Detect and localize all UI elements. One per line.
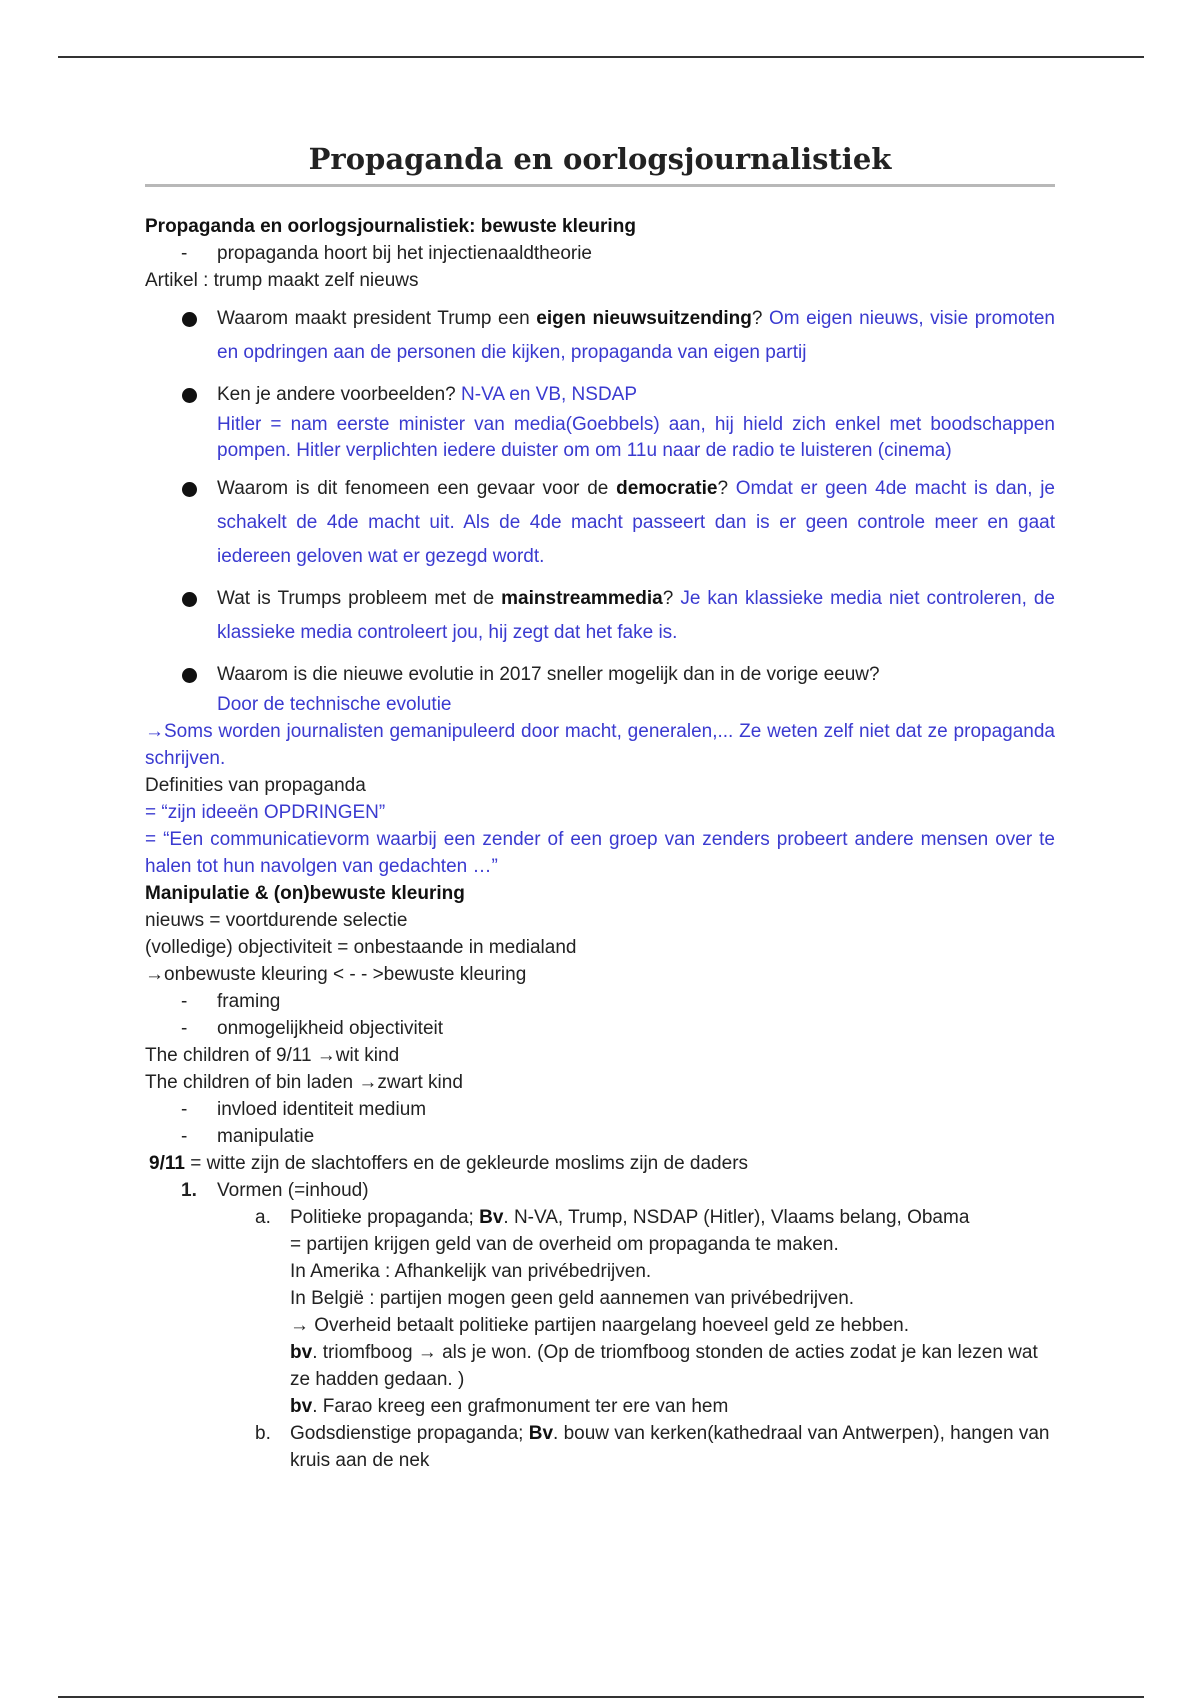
numbered-item-vormen: 1. Vormen (=inhoud) [181, 1180, 369, 1201]
definition-2: = “Een communicatievorm waarbij een zender of een groep van zenders probeert andere mensen over te halen tot hun navolgen van gedachten …” [145, 829, 1055, 877]
example-line: bv. Farao kreeg een grafmonument ter ere van hem [290, 1396, 729, 1417]
question-item: Waarom is dit fenomeen een gevaar voor de democratie? Omdat er geen 4de macht is dan, je schakelt de 4de macht uit. Als de 4de macht passeert dan is er geen controle meer en gaat iedereen geloven wat er gezegd wordt. [145, 472, 1055, 574]
title-underline [145, 184, 1055, 187]
section-heading: Propaganda en oorlogsjournalistiek: bewuste kleuring [145, 216, 636, 237]
bullet-icon [182, 312, 197, 327]
sub-item-line: → Overheid betaalt politieke partijen naargelang hoeveel geld ze hebben. [290, 1315, 909, 1336]
sub-item-political: a. Politieke propaganda; Bv. N-VA, Trump, NSDAP (Hitler), Vlaams belang, Obama = partijen krijgen geld van de overheid om propaganda te maken. In Amerika : Afhankelijk van privébedrijven. In België : partijen mogen geen geld aannemen van privébedrijven. → Overheid betaalt politieke partijen naargelang hoeveel geld ze hebben. bv. triomfboog → als je won. (Op de triomfboog stonden de acties zodat je kan lezen wat ze hadden gedaan. ) bv. Farao kreeg een grafmonument ter ere van hem [145, 1204, 1055, 1420]
nine-eleven-line: 9/11 = witte zijn de slachtoffers en de gekleurde moslims zijn de daders [149, 1153, 749, 1174]
question-item: Ken je andere voorbeelden? N-VA en VB, NSDAP Hitler = nam eerste minister van media(Goebbels) aan, hij hield zich enkel met boodschappen pompen. Hitler verplichten iedere duister om om 11u naar de radio te luisteren (cinema) [145, 378, 1055, 464]
answer-text: Om eigen nieuws, visie promoten en opdringen aan de personen die kijken, propaganda van eigen partij [217, 308, 1055, 363]
example-line: bv. triomfboog → als je won. (Op de triomfboog stonden de acties zodat je kan lezen wat ze hadden gedaan. ) [290, 1342, 1038, 1390]
bullet-icon [182, 592, 197, 607]
children-911-line: The children of 9/11 →wit kind [145, 1045, 400, 1066]
page-title: Propaganda en oorlogsjournalistiek [308, 142, 892, 176]
kleuring-line: →onbewuste kleuring < - - >bewuste kleuring [145, 964, 527, 985]
sub-item-religious: b. Godsdienstige propaganda; Bv. bouw van kerken(kathedraal van Antwerpen), hangen van kruis aan de nek [255, 1423, 1050, 1471]
definition-1: = “zijn ideeën OPDRINGEN” [145, 802, 386, 823]
bullet-icon [182, 482, 197, 497]
question-item: Wat is Trumps probleem met de mainstreammedia? Je kan klassieke media niet controleren, de klassieke media controleert jou, hij zegt dat het fake is. [145, 582, 1055, 650]
intro-dash-item: - propaganda hoort bij het injectienaaldtheorie [181, 243, 592, 264]
bullet-icon [182, 388, 197, 403]
question-item: Waarom is die nieuwe evolutie in 2017 sneller mogelijk dan in de vorige eeuw? Door de technische evolutie [145, 658, 1055, 718]
children-bin-laden-line: The children of bin laden →zwart kind [145, 1072, 463, 1093]
dash-item: - manipulatie [181, 1126, 315, 1147]
answer-text: Omdat er geen 4de macht is dan, je schakelt de 4de macht uit. Als de 4de macht passeert dan is er geen controle meer en gaat iedereen geloven wat er gezegd wordt. [217, 478, 1055, 567]
question-item: Waarom maakt president Trump een eigen nieuwsuitzending? Om eigen nieuws, visie promoten en opdringen aan de personen die kijken, propaganda van eigen partij [145, 302, 1055, 370]
bullet-icon [182, 668, 197, 683]
dash-item: - invloed identiteit medium [181, 1099, 427, 1120]
dash-item: - framing [181, 991, 281, 1012]
answer-extra: Hitler = nam eerste minister van media(Goebbels) aan, hij hield zich enkel met boodschappen pompen. Hitler verplichten iedere duister om om 11u naar de radio te luisteren (cinema) [217, 414, 1055, 461]
sub-item-line: In Amerika : Afhankelijk van privébedrijven. [290, 1261, 652, 1282]
top-border-line [58, 56, 1144, 58]
answer-text: Je kan klassieke media niet controleren, de klassieke media controleert jou, hij zegt dat het fake is. [217, 588, 1055, 643]
dash-item: - onmogelijkheid objectiviteit [181, 1018, 444, 1039]
bottom-border-line [58, 1696, 1144, 1698]
manipulation-note: →Soms worden journalisten gemanipuleerd door macht, generalen,... Ze weten zelf niet dat ze propaganda schrijven. [145, 721, 1055, 769]
definitions-heading: Definities van propaganda [145, 775, 366, 796]
answer-text: N-VA en VB, NSDAP [461, 384, 638, 405]
manipulation-heading: Manipulatie & (on)bewuste kleuring [145, 883, 465, 904]
nieuws-line: nieuws = voortdurende selectie [145, 910, 408, 931]
document-body [145, 142, 1055, 1474]
sub-item-line: In België : partijen mogen geen geld aannemen van privébedrijven. [290, 1288, 855, 1309]
sub-item-line: = partijen krijgen geld van de overheid om propaganda te maken. [290, 1234, 839, 1255]
objectiviteit-line: (volledige) objectiviteit = onbestaande in medialand [145, 937, 577, 958]
artikel-line: Artikel : trump maakt zelf nieuws [145, 270, 419, 291]
answer-extra: Door de technische evolutie [217, 694, 452, 715]
